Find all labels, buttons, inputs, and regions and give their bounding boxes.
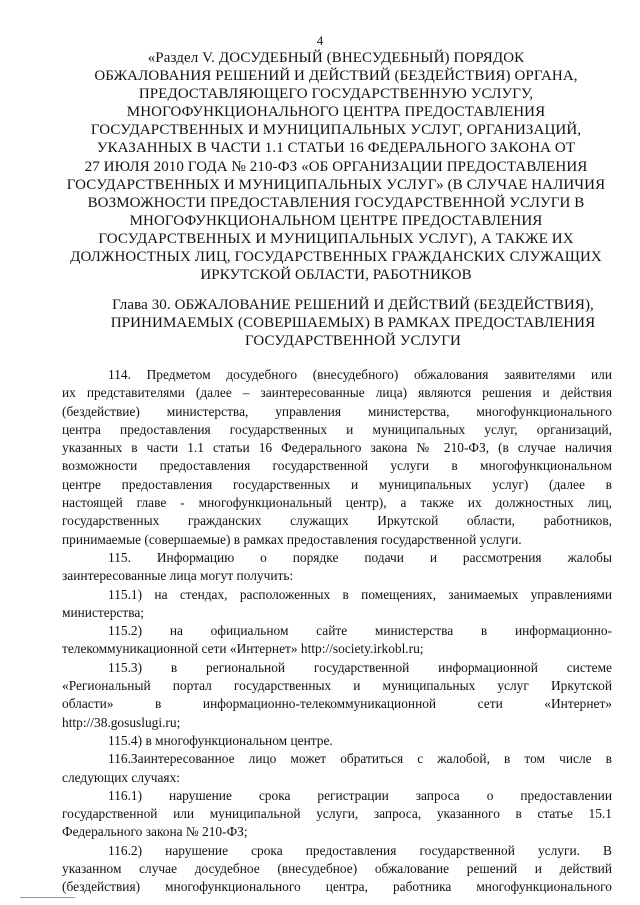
document-body (62, 366, 612, 897)
paragraph-114-line: принимаемые (совершаемые) в рамках предоставления государственной услуги. (62, 531, 522, 547)
paragraph-116-line: 116.Заинтересованное лицо может обратиться с жалобой, в том числе в (108, 751, 612, 767)
section-heading-line: ИРКУТСКОЙ ОБЛАСТИ, РАБОТНИКОВ (200, 267, 472, 284)
paragraph-114-line: 114. Предметом досудебного (внесудебного) обжалования заявителями или (108, 367, 612, 382)
section-heading-line: ПРЕДОСТАВЛЯЮЩЕГО ГОСУДАРСТВЕННУЮ УСЛУГУ, (138, 86, 534, 103)
paragraph-115-4-line: 115.4) в многофункциональном центре. (108, 732, 333, 748)
paragraph-114-line: их представителями (далее – заинтересованные лица) являются решения и действия (62, 385, 612, 401)
paragraph-115-3-line: области» в информационно-телекоммуникационной сети «Интернет» (62, 696, 612, 712)
paragraph-116-1-line: государственной или муниципальной услуги, запроса, указанного в статье 15.1 (62, 806, 612, 822)
section-heading-line: УКАЗАННЫХ В ЧАСТИ 1.1 СТАТЬИ 16 ФЕДЕРАЛЬНОГО ЗАКОНА ОТ (96, 140, 576, 157)
paragraph-116-2-line: (бездействия) многофункционального центра, работника многофункционального (62, 879, 612, 895)
paragraph-116-1-line: Федерального закона № 210-ФЗ; (62, 824, 248, 840)
paragraph-114-line: центра предоставления государственных и муниципальных услуг, организаций, (62, 421, 612, 437)
chapter-heading-line: Глава 30. ОБЖАЛОВАНИЕ РЕШЕНИЙ И ДЕЙСТВИЙ (БЕЗДЕЙСТВИЯ), (112, 297, 594, 313)
paragraph-114-line: возможности предоставления государственной услуги в многофункциональном (62, 458, 612, 474)
chapter-heading-line: ПРИНИМАЕМЫХ (СОВЕРШАЕМЫХ) В РАМКАХ ПРЕДОСТАВЛЕНИЯ (110, 315, 596, 332)
paragraph-116-1-line: 116.1) нарушение срока регистрации запроса о предоставлении (108, 787, 612, 803)
paragraph-114-line: государственных гражданских служащих Иркутской области, работников, (62, 513, 612, 529)
paragraph-115-line: заинтересованные лица могут получить: (62, 568, 294, 584)
page-number: 4 (316, 33, 324, 48)
paragraph-116-2-line: указанном случае досудебное (внесудебное) обжалование решений и действий (62, 861, 612, 877)
paragraph-114-line: центре предоставления государственных и муниципальных услуг) (далее в (62, 476, 612, 492)
paragraph-115-2-line: 115.2) на официальном сайте министерства в информационно- (108, 623, 612, 639)
chapter-heading (92, 296, 614, 350)
paragraph-114-line: (бездействие) министерства, управления министерства, многофункционального (62, 403, 612, 419)
paragraph-114-line: указанных в части 1.1 статьи 16 Федерального закона № 210-ФЗ, (в случае наличия (62, 440, 612, 456)
section-heading-line: 27 ИЮЛЯ 2010 ГОДА № 210-ФЗ «ОБ ОРГАНИЗАЦИИ ПРЕДОСТАВЛЕНИЯ (84, 158, 588, 175)
section-heading-line: ГОСУДАРСТВЕННЫХ И МУНИЦИПАЛЬНЫХ УСЛУГ» (В СЛУЧАЕ НАЛИЧИЯ (66, 176, 606, 193)
footer-rule (20, 897, 75, 898)
chapter-heading-line: ГОСУДАРСТВЕННОЙ УСЛУГИ (245, 333, 461, 350)
paragraph-115-1-line: министерства; (62, 604, 145, 620)
paragraph-115-line: 115. Информацию о порядке подачи и рассмотрения жалобы (108, 549, 612, 565)
paragraph-116-2-line: 116.2) нарушение срока предоставления государственной услуги. В (108, 842, 612, 858)
section-heading-line: ГОСУДАРСТВЕННЫХ И МУНИЦИПАЛЬНЫХ УСЛУГ), А ТАКЖЕ ИХ (98, 230, 574, 247)
paragraph-116-line: следующих случаях: (62, 769, 180, 785)
paragraph-115-3-line: http://38.gosuslugi.ru; (62, 714, 181, 730)
section-heading-line: ОБЖАЛОВАНИЯ РЕШЕНИЙ И ДЕЙСТВИЙ (БЕЗДЕЙСТВИЯ) ОРГАНА, (94, 68, 578, 85)
section-heading (62, 49, 610, 284)
paragraph-115-3-line: 115.3) в региональной государственной информационной системе (108, 659, 612, 675)
paragraph-115-1-line: 115.1) на стендах, расположенных в помещениях, занимаемых управлениями (108, 586, 612, 602)
section-heading-line: МНОГОФУНКЦИОНАЛЬНОМ ЦЕНТРЕ ПРЕДОСТАВЛЕНИЯ (129, 212, 543, 229)
paragraph-114-line: настоящей главе - многофункциональный центр), а также их должностных лиц, (62, 495, 612, 511)
section-heading-line: ГОСУДАРСТВЕННЫХ И МУНИЦИПАЛЬНЫХ УСЛУГ, ОРГАНИЗАЦИЙ, (90, 122, 582, 139)
paragraph-115-3-line: «Региональный портал государственных и муниципальных услуг Иркутской (62, 678, 612, 694)
section-heading-line: ДОЛЖНОСТНЫХ ЛИЦ, ГОСУДАРСТВЕННЫХ ГРАЖДАНСКИХ СЛУЖАЩИХ (70, 249, 602, 266)
section-heading-line: «Раздел V. ДОСУДЕБНЫЙ (ВНЕСУДЕБНЫЙ) ПОРЯДОК (147, 50, 525, 66)
section-heading-line: МНОГОФУНКЦИОНАЛЬНОГО ЦЕНТРА ПРЕДОСТАВЛЕНИЯ (126, 104, 546, 121)
section-heading-line: ВОЗМОЖНОСТИ ПРЕДОСТАВЛЕНИЯ ГОСУДАРСТВЕННОЙ УСЛУГИ В (87, 194, 585, 211)
paragraph-115-2-line: телекоммуникационной сети «Интернет» http://society.irkobl.ru; (62, 641, 424, 657)
